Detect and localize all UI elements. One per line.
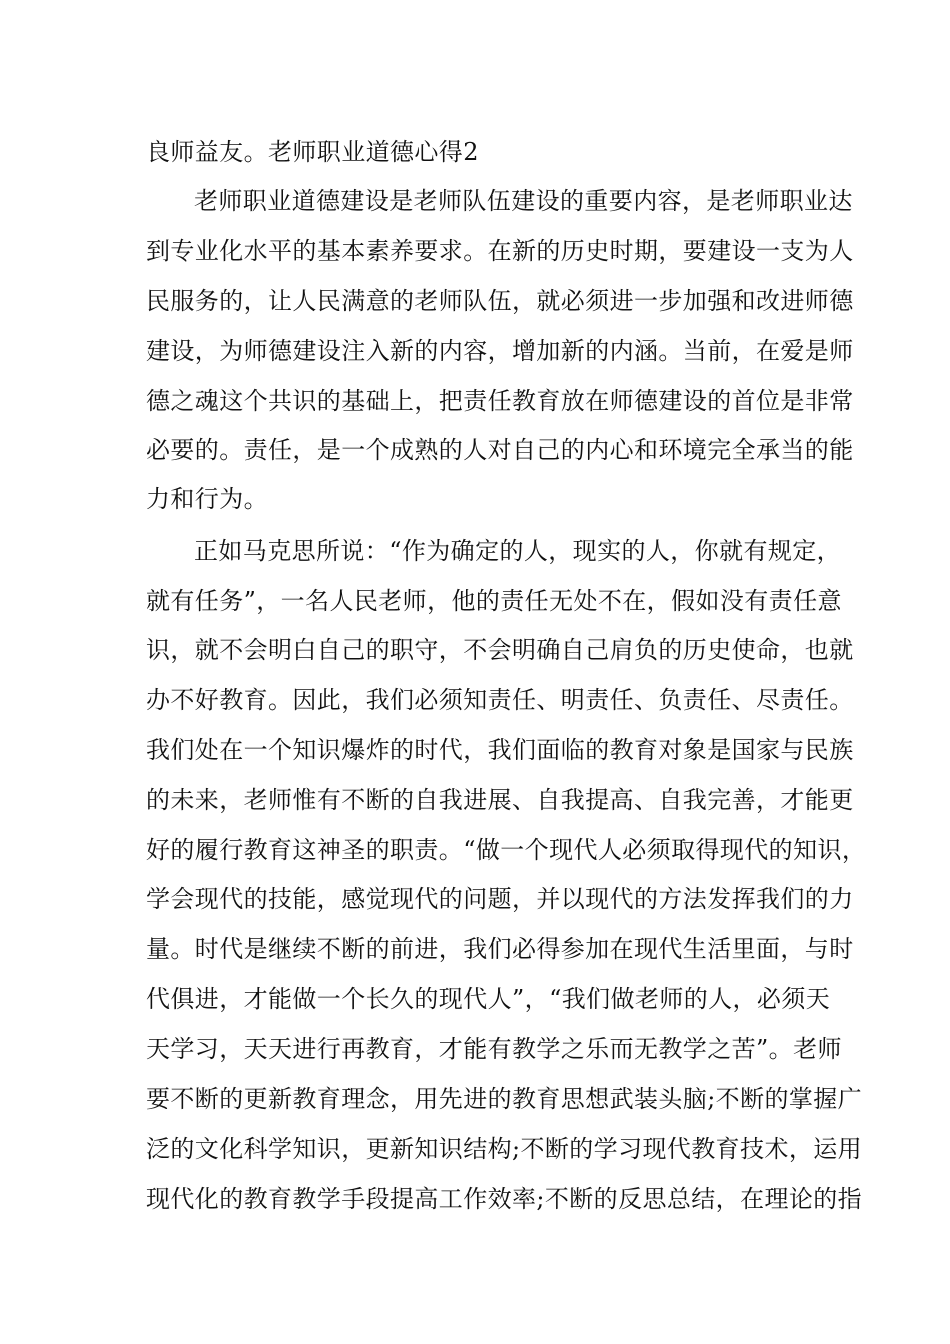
text-line: 民服务的，让人民满意的老师队伍，就必须进一步加强和改进师德 [146,287,854,315]
paragraph-first-line: 老师职业道德建设是老师队伍建设的重要内容，是老师职业达 [194,187,853,215]
text-line: 识，就不会明白自己的职守，不会明确自己肩负的历史使命，也就 [146,636,854,664]
text-line: 力和行为。 [146,485,268,513]
text-line: 德之魂这个共识的基础上，把责任教育放在师德建设的首位是非常 [146,387,854,415]
text-line: 泛的文化科学知识，更新知识结构;不断的学习现代教育技术，运用 [146,1135,863,1163]
text-line: 天学习，天天进行再教育，才能有教学之乐而无教学之苦”。老师 [146,1035,842,1063]
text-line: 好的履行教育这神圣的职责。“做一个现代人必须取得现代的知识， [146,836,867,864]
text-line: 我们处在一个知识爆炸的时代，我们面临的教育对象是国家与民族 [146,736,854,764]
text-line: 要不断的更新教育理念，用先进的教育思想武装头脑;不断的掌握广 [146,1085,863,1113]
text-line: 的未来，老师惟有不断的自我进展、自我提高、自我完善，才能更 [146,786,854,814]
text-line: 量。时代是继续不断的前进，我们必得参加在现代生活里面，与时 [146,935,854,963]
text-line: 必要的。责任，是一个成熟的人对自己的内心和环境完全承当的能 [146,436,854,464]
text-line: 建设，为师德建设注入新的内容，增加新的内涵。当前，在爱是师 [146,337,854,365]
text-line: 到专业化水平的基本素养要求。在新的历史时期，要建设一支为人 [146,237,854,265]
text-line: 良师益友。老师职业道德心得2 [146,138,479,166]
text-line: 学会现代的技能，感觉现代的问题，并以现代的方法发挥我们的力 [146,885,854,913]
paragraph-first-line: 正如马克思所说：“作为确定的人，现实的人，你就有规定， [194,537,842,565]
text-line: 办不好教育。因此，我们必须知责任、明责任、负责任、尽责任。 [146,686,854,714]
text-line: 代俱进，才能做一个长久的现代人”，“我们做老师的人，必须天 [146,985,831,1013]
text-line: 现代化的教育教学手段提高工作效率;不断的反思总结，在理论的指 [146,1185,863,1213]
text-line: 就有任务”，一名人民老师，他的责任无处不在，假如没有责任意 [146,587,842,615]
